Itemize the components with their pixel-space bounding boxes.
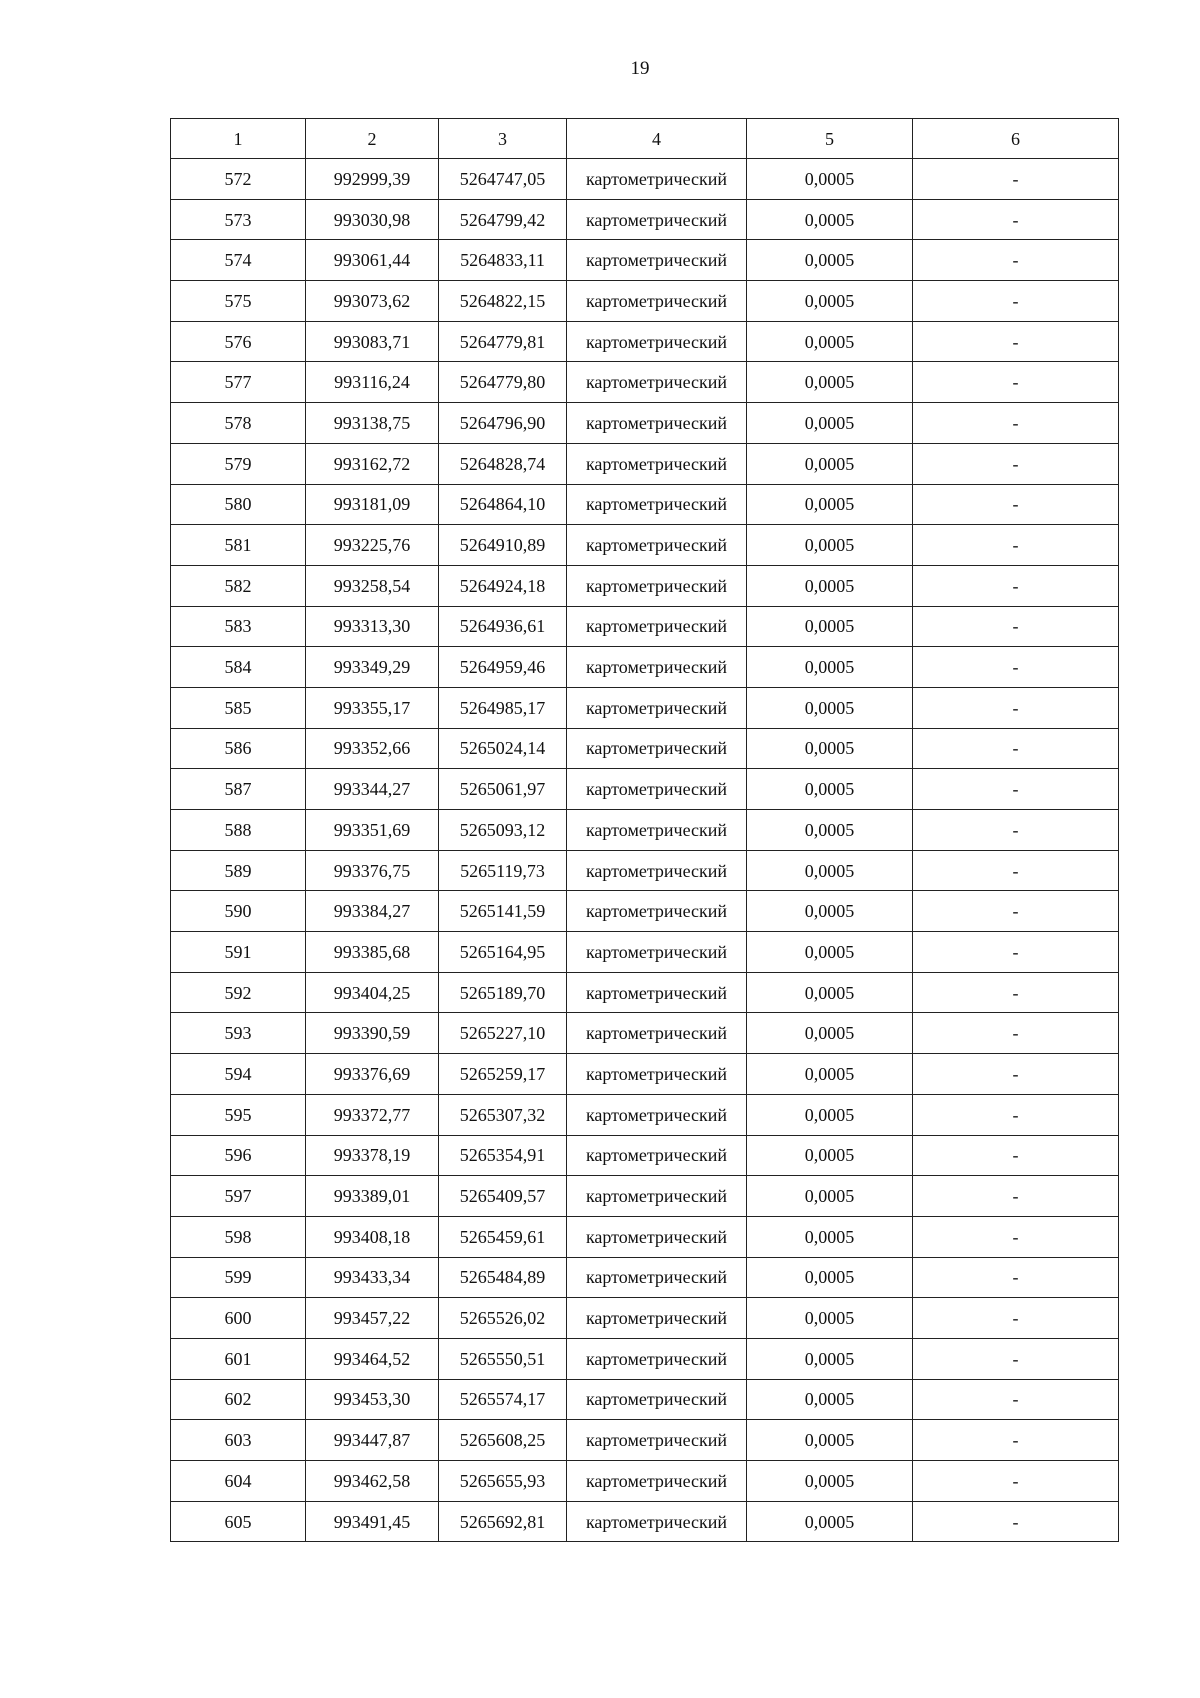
table-row (171, 850, 1119, 891)
accuracy-cell: 0,0005 (747, 1216, 913, 1257)
x-coordinate-cell: 993404,25 (306, 972, 439, 1013)
accuracy-cell: 0,0005 (747, 728, 913, 769)
x-coordinate-cell: 993376,75 (306, 850, 439, 891)
header-cell: 5 (747, 119, 913, 159)
point-number-cell: 585 (171, 687, 306, 728)
point-number-cell: 589 (171, 850, 306, 891)
point-number-cell: 588 (171, 810, 306, 851)
y-coordinate-cell: 5265307,32 (439, 1094, 567, 1135)
table-row (171, 565, 1119, 606)
accuracy-cell: 0,0005 (747, 281, 913, 322)
accuracy-cell: 0,0005 (747, 1338, 913, 1379)
description-cell: - (913, 810, 1119, 851)
x-coordinate-cell: 993376,69 (306, 1054, 439, 1095)
point-number-cell: 601 (171, 1338, 306, 1379)
x-coordinate-cell: 993030,98 (306, 199, 439, 240)
method-cell: картометрический (567, 687, 747, 728)
table-row (171, 1257, 1119, 1298)
accuracy-cell: 0,0005 (747, 362, 913, 403)
table-row (171, 1216, 1119, 1257)
x-coordinate-cell: 993061,44 (306, 240, 439, 281)
accuracy-cell: 0,0005 (747, 1461, 913, 1502)
table-row (171, 1298, 1119, 1339)
accuracy-cell: 0,0005 (747, 321, 913, 362)
description-cell: - (913, 606, 1119, 647)
y-coordinate-cell: 5265574,17 (439, 1379, 567, 1420)
method-cell: картометрический (567, 1298, 747, 1339)
method-cell: картометрический (567, 321, 747, 362)
method-cell: картометрический (567, 1379, 747, 1420)
accuracy-cell: 0,0005 (747, 403, 913, 444)
accuracy-cell: 0,0005 (747, 443, 913, 484)
table-body (171, 119, 1119, 1542)
method-cell: картометрический (567, 932, 747, 973)
point-number-cell: 579 (171, 443, 306, 484)
table-header-row (171, 119, 1119, 159)
table-row (171, 403, 1119, 444)
description-cell: - (913, 1094, 1119, 1135)
description-cell: - (913, 403, 1119, 444)
accuracy-cell: 0,0005 (747, 850, 913, 891)
table-row (171, 1461, 1119, 1502)
x-coordinate-cell: 993083,71 (306, 321, 439, 362)
method-cell: картометрический (567, 1013, 747, 1054)
x-coordinate-cell: 993352,66 (306, 728, 439, 769)
accuracy-cell: 0,0005 (747, 1257, 913, 1298)
description-cell: - (913, 1013, 1119, 1054)
point-number-cell: 581 (171, 525, 306, 566)
x-coordinate-cell: 993491,45 (306, 1501, 439, 1542)
description-cell: - (913, 647, 1119, 688)
x-coordinate-cell: 993453,30 (306, 1379, 439, 1420)
x-coordinate-cell: 993258,54 (306, 565, 439, 606)
point-number-cell: 580 (171, 484, 306, 525)
accuracy-cell: 0,0005 (747, 565, 913, 606)
accuracy-cell: 0,0005 (747, 525, 913, 566)
description-cell: - (913, 362, 1119, 403)
x-coordinate-cell: 993385,68 (306, 932, 439, 973)
method-cell: картометрический (567, 484, 747, 525)
point-number-cell: 572 (171, 159, 306, 200)
method-cell: картометрический (567, 1176, 747, 1217)
page-number: 19 (630, 58, 650, 79)
y-coordinate-cell: 5265655,93 (439, 1461, 567, 1502)
x-coordinate-cell: 993457,22 (306, 1298, 439, 1339)
accuracy-cell: 0,0005 (747, 1054, 913, 1095)
method-cell: картометрический (567, 565, 747, 606)
table-row (171, 687, 1119, 728)
header-cell: 6 (913, 119, 1119, 159)
point-number-cell: 582 (171, 565, 306, 606)
description-cell: - (913, 728, 1119, 769)
description-cell: - (913, 1379, 1119, 1420)
point-number-cell: 586 (171, 728, 306, 769)
method-cell: картометрический (567, 1461, 747, 1502)
description-cell: - (913, 1054, 1119, 1095)
accuracy-cell: 0,0005 (747, 1420, 913, 1461)
x-coordinate-cell: 993225,76 (306, 525, 439, 566)
accuracy-cell: 0,0005 (747, 240, 913, 281)
x-coordinate-cell: 993344,27 (306, 769, 439, 810)
accuracy-cell: 0,0005 (747, 1094, 913, 1135)
y-coordinate-cell: 5265119,73 (439, 850, 567, 891)
point-number-cell: 584 (171, 647, 306, 688)
table-row (171, 443, 1119, 484)
point-number-cell: 590 (171, 891, 306, 932)
method-cell: картометрический (567, 1054, 747, 1095)
y-coordinate-cell: 5265459,61 (439, 1216, 567, 1257)
accuracy-cell: 0,0005 (747, 159, 913, 200)
accuracy-cell: 0,0005 (747, 647, 913, 688)
y-coordinate-cell: 5264822,15 (439, 281, 567, 322)
table-row (171, 159, 1119, 200)
method-cell: картометрический (567, 972, 747, 1013)
x-coordinate-cell: 993181,09 (306, 484, 439, 525)
table-row (171, 199, 1119, 240)
point-number-cell: 587 (171, 769, 306, 810)
description-cell: - (913, 321, 1119, 362)
header-cell: 1 (171, 119, 306, 159)
table-row (171, 281, 1119, 322)
accuracy-cell: 0,0005 (747, 972, 913, 1013)
method-cell: картометрический (567, 1257, 747, 1298)
y-coordinate-cell: 5265227,10 (439, 1013, 567, 1054)
method-cell: картометрический (567, 281, 747, 322)
point-number-cell: 591 (171, 932, 306, 973)
x-coordinate-cell: 993313,30 (306, 606, 439, 647)
x-coordinate-cell: 993408,18 (306, 1216, 439, 1257)
method-cell: картометрический (567, 850, 747, 891)
y-coordinate-cell: 5265526,02 (439, 1298, 567, 1339)
point-number-cell: 595 (171, 1094, 306, 1135)
table-row (171, 1013, 1119, 1054)
method-cell: картометрический (567, 1135, 747, 1176)
method-cell: картометрический (567, 443, 747, 484)
method-cell: картометрический (567, 606, 747, 647)
method-cell: картометрический (567, 1420, 747, 1461)
x-coordinate-cell: 993351,69 (306, 810, 439, 851)
y-coordinate-cell: 5264959,46 (439, 647, 567, 688)
table-row (171, 240, 1119, 281)
y-coordinate-cell: 5265164,95 (439, 932, 567, 973)
description-cell: - (913, 1298, 1119, 1339)
x-coordinate-cell: 993372,77 (306, 1094, 439, 1135)
description-cell: - (913, 240, 1119, 281)
accuracy-cell: 0,0005 (747, 1176, 913, 1217)
table-row (171, 484, 1119, 525)
table-row (171, 1135, 1119, 1176)
y-coordinate-cell: 5265189,70 (439, 972, 567, 1013)
point-number-cell: 597 (171, 1176, 306, 1217)
table-row (171, 1379, 1119, 1420)
y-coordinate-cell: 5264779,81 (439, 321, 567, 362)
table-row (171, 972, 1119, 1013)
x-coordinate-cell: 993462,58 (306, 1461, 439, 1502)
y-coordinate-cell: 5264799,42 (439, 199, 567, 240)
x-coordinate-cell: 993349,29 (306, 647, 439, 688)
table-row (171, 1420, 1119, 1461)
point-number-cell: 593 (171, 1013, 306, 1054)
point-number-cell: 573 (171, 199, 306, 240)
table-row (171, 1094, 1119, 1135)
description-cell: - (913, 443, 1119, 484)
description-cell: - (913, 769, 1119, 810)
accuracy-cell: 0,0005 (747, 810, 913, 851)
y-coordinate-cell: 5265061,97 (439, 769, 567, 810)
table-row (171, 1176, 1119, 1217)
accuracy-cell: 0,0005 (747, 1298, 913, 1339)
table-row (171, 606, 1119, 647)
accuracy-cell: 0,0005 (747, 687, 913, 728)
description-cell: - (913, 1420, 1119, 1461)
table-row (171, 769, 1119, 810)
table-row (171, 647, 1119, 688)
x-coordinate-cell: 993390,59 (306, 1013, 439, 1054)
accuracy-cell: 0,0005 (747, 1135, 913, 1176)
y-coordinate-cell: 5264924,18 (439, 565, 567, 606)
point-number-cell: 605 (171, 1501, 306, 1542)
y-coordinate-cell: 5264796,90 (439, 403, 567, 444)
table-row (171, 891, 1119, 932)
x-coordinate-cell: 993378,19 (306, 1135, 439, 1176)
description-cell: - (913, 281, 1119, 322)
x-coordinate-cell: 992999,39 (306, 159, 439, 200)
table-row (171, 932, 1119, 973)
x-coordinate-cell: 993433,34 (306, 1257, 439, 1298)
x-coordinate-cell: 993162,72 (306, 443, 439, 484)
x-coordinate-cell: 993384,27 (306, 891, 439, 932)
point-number-cell: 596 (171, 1135, 306, 1176)
y-coordinate-cell: 5264936,61 (439, 606, 567, 647)
point-number-cell: 602 (171, 1379, 306, 1420)
header-cell: 4 (567, 119, 747, 159)
point-number-cell: 578 (171, 403, 306, 444)
y-coordinate-cell: 5264910,89 (439, 525, 567, 566)
description-cell: - (913, 565, 1119, 606)
method-cell: картометрический (567, 1216, 747, 1257)
method-cell: картометрический (567, 199, 747, 240)
table-row (171, 810, 1119, 851)
y-coordinate-cell: 5265141,59 (439, 891, 567, 932)
accuracy-cell: 0,0005 (747, 1379, 913, 1420)
description-cell: - (913, 1338, 1119, 1379)
x-coordinate-cell: 993355,17 (306, 687, 439, 728)
header-cell: 2 (306, 119, 439, 159)
x-coordinate-cell: 993447,87 (306, 1420, 439, 1461)
method-cell: картометрический (567, 1094, 747, 1135)
point-number-cell: 598 (171, 1216, 306, 1257)
description-cell: - (913, 972, 1119, 1013)
description-cell: - (913, 199, 1119, 240)
method-cell: картометрический (567, 1338, 747, 1379)
method-cell: картометрический (567, 159, 747, 200)
description-cell: - (913, 1257, 1119, 1298)
description-cell: - (913, 1135, 1119, 1176)
y-coordinate-cell: 5264833,11 (439, 240, 567, 281)
point-number-cell: 574 (171, 240, 306, 281)
y-coordinate-cell: 5265608,25 (439, 1420, 567, 1461)
y-coordinate-cell: 5265093,12 (439, 810, 567, 851)
accuracy-cell: 0,0005 (747, 606, 913, 647)
table-row (171, 525, 1119, 566)
y-coordinate-cell: 5265550,51 (439, 1338, 567, 1379)
y-coordinate-cell: 5265354,91 (439, 1135, 567, 1176)
x-coordinate-cell: 993073,62 (306, 281, 439, 322)
point-number-cell: 592 (171, 972, 306, 1013)
point-number-cell: 576 (171, 321, 306, 362)
table-row (171, 1338, 1119, 1379)
header-cell: 3 (439, 119, 567, 159)
point-number-cell: 604 (171, 1461, 306, 1502)
description-cell: - (913, 687, 1119, 728)
x-coordinate-cell: 993389,01 (306, 1176, 439, 1217)
accuracy-cell: 0,0005 (747, 484, 913, 525)
method-cell: картометрический (567, 1501, 747, 1542)
point-number-cell: 599 (171, 1257, 306, 1298)
description-cell: - (913, 1501, 1119, 1542)
description-cell: - (913, 159, 1119, 200)
y-coordinate-cell: 5265692,81 (439, 1501, 567, 1542)
description-cell: - (913, 932, 1119, 973)
description-cell: - (913, 1176, 1119, 1217)
method-cell: картометрический (567, 240, 747, 281)
method-cell: картометрический (567, 728, 747, 769)
point-number-cell: 583 (171, 606, 306, 647)
description-cell: - (913, 525, 1119, 566)
method-cell: картометрический (567, 810, 747, 851)
coordinates-table (170, 118, 1119, 1542)
y-coordinate-cell: 5264985,17 (439, 687, 567, 728)
point-number-cell: 603 (171, 1420, 306, 1461)
y-coordinate-cell: 5265259,17 (439, 1054, 567, 1095)
description-cell: - (913, 484, 1119, 525)
accuracy-cell: 0,0005 (747, 199, 913, 240)
accuracy-cell: 0,0005 (747, 891, 913, 932)
accuracy-cell: 0,0005 (747, 932, 913, 973)
method-cell: картометрический (567, 891, 747, 932)
y-coordinate-cell: 5264828,74 (439, 443, 567, 484)
method-cell: картометрический (567, 362, 747, 403)
x-coordinate-cell: 993116,24 (306, 362, 439, 403)
table-row (171, 1054, 1119, 1095)
method-cell: картометрический (567, 525, 747, 566)
accuracy-cell: 0,0005 (747, 1501, 913, 1542)
method-cell: картометрический (567, 769, 747, 810)
x-coordinate-cell: 993138,75 (306, 403, 439, 444)
y-coordinate-cell: 5264747,05 (439, 159, 567, 200)
y-coordinate-cell: 5265024,14 (439, 728, 567, 769)
description-cell: - (913, 891, 1119, 932)
table-row (171, 728, 1119, 769)
y-coordinate-cell: 5265409,57 (439, 1176, 567, 1217)
table-row (171, 321, 1119, 362)
point-number-cell: 600 (171, 1298, 306, 1339)
table-row (171, 1501, 1119, 1542)
table-row (171, 362, 1119, 403)
method-cell: картометрический (567, 403, 747, 444)
accuracy-cell: 0,0005 (747, 769, 913, 810)
x-coordinate-cell: 993464,52 (306, 1338, 439, 1379)
point-number-cell: 575 (171, 281, 306, 322)
description-cell: - (913, 1461, 1119, 1502)
point-number-cell: 594 (171, 1054, 306, 1095)
description-cell: - (913, 850, 1119, 891)
accuracy-cell: 0,0005 (747, 1013, 913, 1054)
method-cell: картометрический (567, 647, 747, 688)
y-coordinate-cell: 5264864,10 (439, 484, 567, 525)
y-coordinate-cell: 5264779,80 (439, 362, 567, 403)
y-coordinate-cell: 5265484,89 (439, 1257, 567, 1298)
description-cell: - (913, 1216, 1119, 1257)
point-number-cell: 577 (171, 362, 306, 403)
